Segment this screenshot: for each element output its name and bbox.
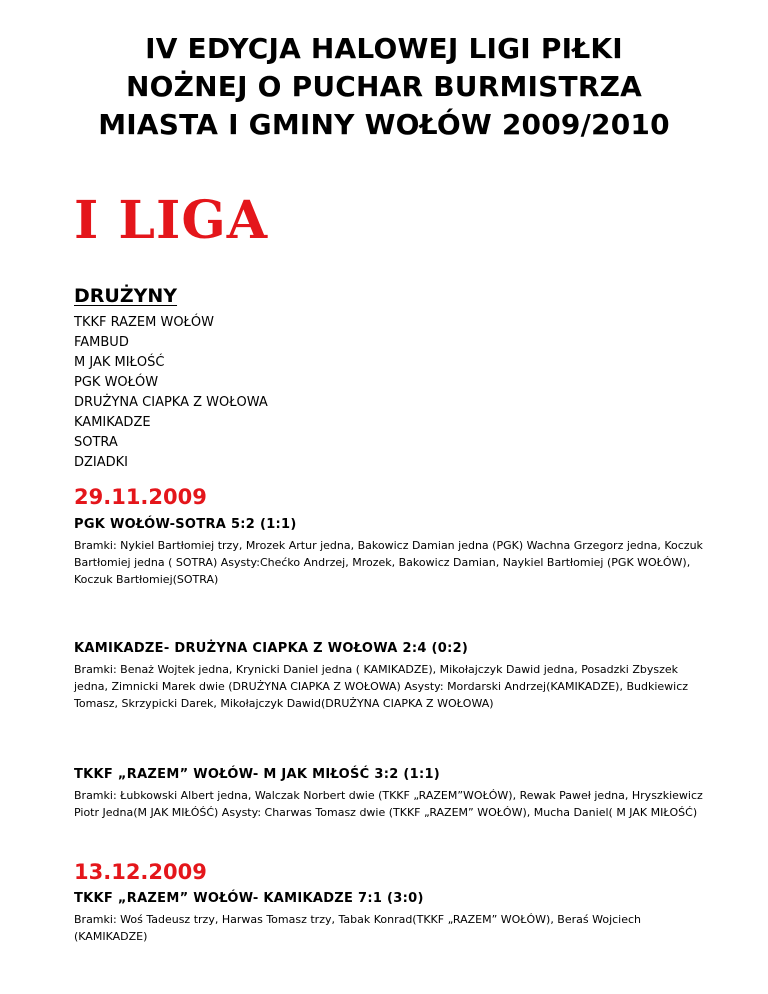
match-title: KAMIKADZE- DRUŻYNA CIAPKA Z WOŁOWA 2:4 (0:2) — [74, 641, 469, 656]
match-report — [74, 766, 714, 821]
match-details: Bramki: Łubkowski Albert jedna, Walczak Norbert dwie (TKKF „RAZEM”WOŁÓW), Rewak Paweł jedna, Hryszkiewicz Piotr Jedna(M JAK MIŁÓŚĆ) Asysty: Charwas Tomasz dwie (TKKF „RAZEM” WOŁÓW), Mucha Daniel( M JAK MIŁOŚĆ) — [74, 789, 703, 819]
teams-heading: DRUŻYNY — [74, 285, 178, 307]
team-item: DRUŻYNA CIAPKA Z WOŁOWA — [74, 395, 268, 410]
match-details: Bramki: Nykiel Bartłomiej trzy, Mrozek Artur jedna, Bakowicz Damian jedna (PGK) Wachna Grzegorz jedna, Koczuk Bartłomiej jedna ( SOTRA) Asysty:Chećko Andrzej, Mrozek, Bakowicz Damian, Naykiel Bartłomiej (PGK WOŁÓW), Koczuk Bartłomiej(SOTRA) — [74, 539, 703, 586]
round-date: 13.12.2009 — [74, 860, 207, 884]
round-date: 29.11.2009 — [74, 485, 207, 509]
match-title: TKKF „RAZEM” WOŁÓW- KAMIKADZE 7:1 (3:0) — [74, 891, 424, 906]
match-report — [74, 890, 714, 945]
team-item: FAMBUD — [74, 335, 129, 350]
match-details: Bramki: Woś Tadeusz trzy, Harwas Tomasz trzy, Tabak Konrad(TKKF „RAZEM” WOŁÓW), Beraś Wojciech (KAMIKADZE) — [74, 913, 642, 943]
league-heading: I LIGA — [74, 190, 269, 251]
title-line: IV EDYCJA HALOWEJ LIGI PIŁKI — [145, 32, 623, 65]
document-title — [40, 30, 728, 144]
title-line: MIASTA I GMINY WOŁÓW 2009/2010 — [98, 108, 670, 141]
team-item: M JAK MIŁOŚĆ — [74, 355, 165, 370]
team-item: KAMIKADZE — [74, 415, 151, 430]
match-report — [74, 516, 714, 588]
match-report — [74, 640, 714, 712]
match-title: PGK WOŁÓW-SOTRA 5:2 (1:1) — [74, 517, 297, 532]
match-details: Bramki: Benaż Wojtek jedna, Krynicki Daniel jedna ( KAMIKADZE), Mikołajczyk Dawid jedna, Posadzki Zbyszek jedna, Zimnicki Marek dwie (DRUŻYNA CIAPKA Z WOŁOWA) Asysty: Mordarski Andrzej(KAMIKADZE), Budkiewicz Tomasz, Skrzypicki Darek, Mikołajczyk Dawid(DRUŻYNA CIAPKA Z WOŁOWA) — [74, 663, 689, 710]
team-item: SOTRA — [74, 435, 118, 450]
team-item: DZIADKI — [74, 455, 129, 470]
team-item: PGK WOŁÓW — [74, 375, 159, 390]
title-line: NOŻNEJ O PUCHAR BURMISTRZA — [126, 70, 642, 103]
match-title: TKKF „RAZEM” WOŁÓW- M JAK MIŁOŚĆ 3:2 (1:1) — [74, 767, 441, 782]
team-list — [74, 313, 268, 473]
team-item: TKKF RAZEM WOŁÓW — [74, 315, 214, 330]
